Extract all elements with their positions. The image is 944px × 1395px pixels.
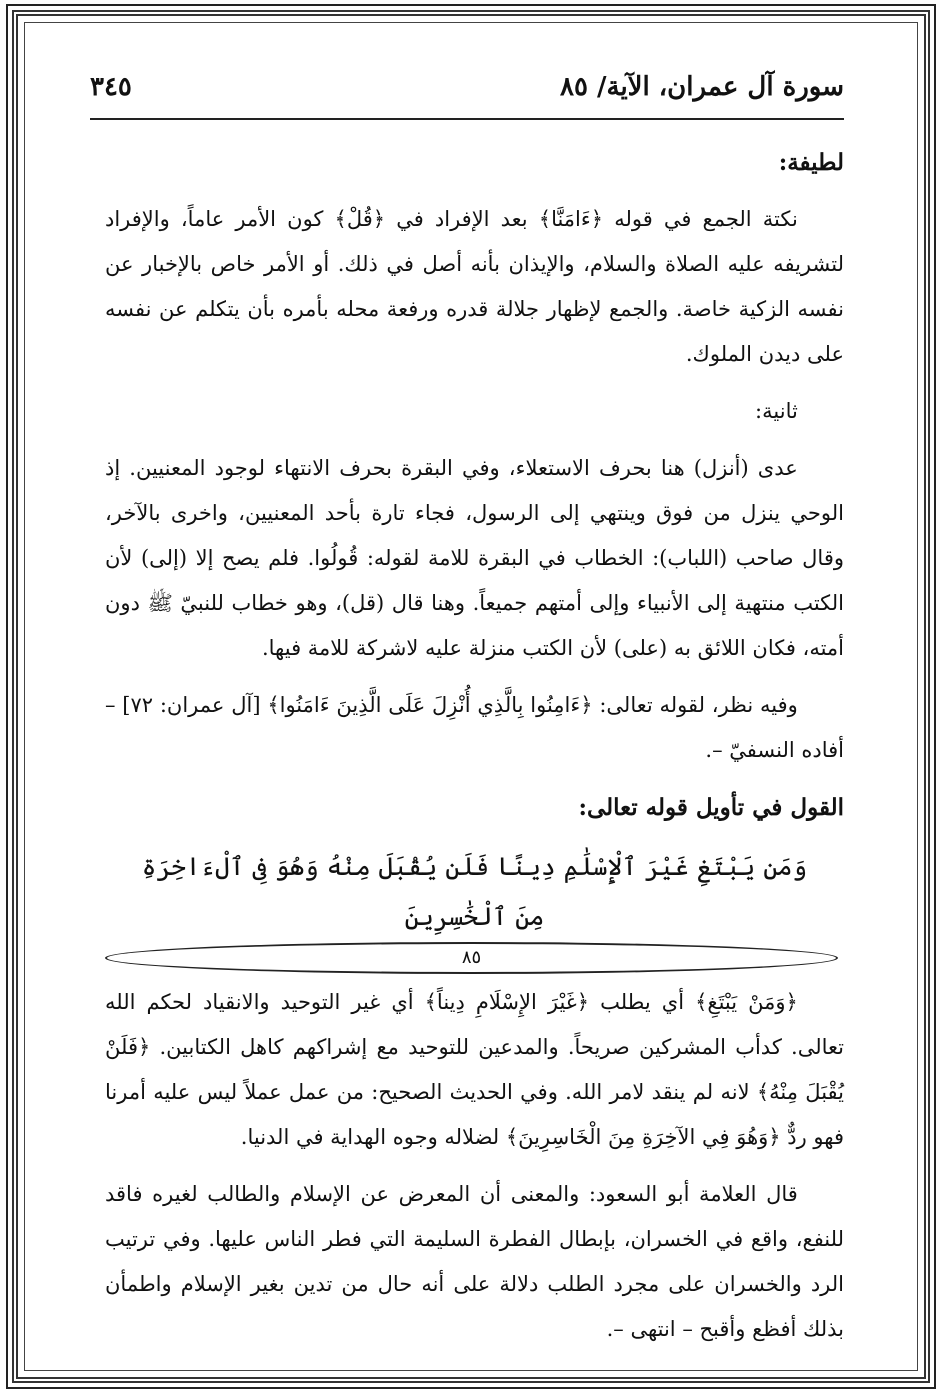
verse-line-2: مِنَ ٱلْخَٰسِرِينَ [404, 902, 545, 931]
tawil-heading: القول في تأويل قوله تعالى: [578, 794, 844, 821]
abu-saud-paragraph: قال العلامة أبو السعود: والمعنى أن المعرض عن الإسلام والطالب لغيره فاقد للنفع، واقع في الخسران، بإبطال الفطرة السليمة التي فطر الناس عليها. وفي ترتيب الرد والخسران على مجرد الطلب دلالة على أنه حال من تدين بغير الإسلام واطمأن بذلك أفظع وأقبح – انتهى –. [105, 1182, 844, 1341]
thaniya-paragraph: عدى (أنزل) هنا بحرف الاستعلاء، وفي البقرة بحرف الانتهاء لوجود المعنيين. إذ الوحي ينزل من فوق وينتهي إلى الرسول، فجاء تارة بأحد المعنيين، واخرى بالآخر، وقال صاحب (اللباب): الخطاب في البقرة للامة لقوله: قُولُوا. فلم يصح إلا (إلى) لأن الكتب منتهية إلى الأنبياء وإلى أمتهم جميعاً. وهنا قال (قل)، وهو خطاب للنبيّ ﷺ دون أمته، فكان اللائق به (على) لأن الكتب منزلة عليه لاشركة للامة فيها. [105, 456, 844, 660]
page-header [90, 72, 844, 112]
verse-line-1: وَمَن يَبْتَغِ غَيْرَ ٱلْإِسْلَٰمِ دِينًا فَلَن يُقْبَلَ مِنْهُ وَهُوَ فِى ٱلْءَاخِرَةِ [141, 852, 808, 881]
verse-line-2-wrap [105, 892, 844, 974]
verse-number-marker: ٨٥ [105, 942, 838, 974]
page-number: ٣٤٥ [90, 72, 132, 102]
main-text [105, 140, 844, 1364]
quran-verse [105, 842, 844, 974]
latifa-heading: لطيفة: [778, 149, 844, 176]
latifa-paragraph: نكتة الجمع في قوله ﴿ءَامَنَّا﴾ بعد الإفراد في ﴿قُلْ﴾ كون الأمر عاماً، والإفراد لتشريفه عليه الصلاة والسلام، والإيذان بأنه أصل في ذلك. أو الأمر خاص بالإخبار عن نفسه الزكية خاصة. والجمع لإظهار جلالة قدره ورفعة محله بأمره بأن يتكلم عن نفسه على ديدن الملوك. [105, 207, 844, 366]
nazar-paragraph: وفيه نظر، لقوله تعالى: ﴿ءَامِنُوا بِالَّذِي أُنْزِلَ عَلَى الَّذِينَ ءَامَنُوا﴾ [آل عمران: ٧٢] – أفاده النسفيّ –. [105, 693, 844, 762]
running-title: سورة آل عمران، الآية/ ٨٥ [560, 72, 844, 102]
thaniya-heading: ثانية: [755, 399, 798, 423]
header-rule [90, 118, 844, 120]
tafsir-paragraph: ﴿وَمَنْ يَبْتَغِ﴾ أي يطلب ﴿غَيْرَ الإِسْلَامِ دِيناً﴾ أي غير التوحيد والانقياد لحكم الله تعالى. كدأب المشركين صريحاً. والمدعين للتوحيد مع إشراكهم كاهل الكتابين. ﴿فَلَنْ يُقْبَلَ مِنْهُ﴾ لانه لم ينقد لامر الله. وفي الحديث الصحيح: من عمل عملاً ليس عليه أمرنا فهو ردٌّ ﴿وَهُوَ فِي الآخِرَةِ مِنَ الْخَاسِرِينَ﴾ لضلاله وجوه الهداية في الدنيا. [105, 990, 844, 1149]
